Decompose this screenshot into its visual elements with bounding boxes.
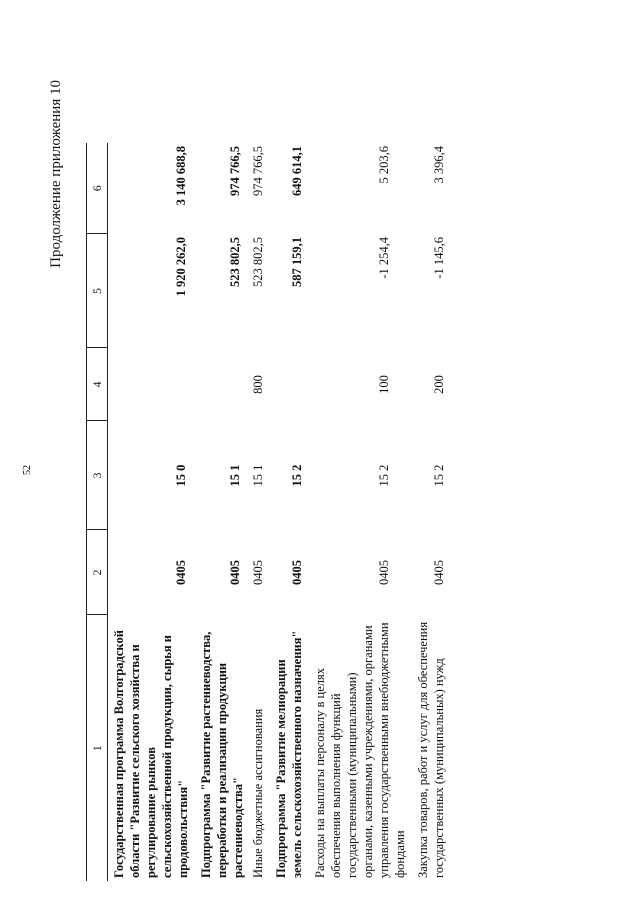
row-name: Подпрограмма "Развитие мелиорации земель сельскохозяйственного назначения" [274, 630, 304, 878]
row-code: 0405 [174, 560, 188, 585]
table-row [108, 143, 195, 881]
table-row [249, 143, 269, 881]
row-type: 200 [432, 375, 446, 394]
row-target: 15 2 [377, 464, 391, 487]
table-header-row [86, 143, 108, 881]
table-row [411, 143, 450, 881]
row-code: 0405 [228, 560, 242, 585]
row-change: 1 920 262,0 [174, 237, 188, 297]
row-type: 800 [251, 375, 265, 394]
row-code: 0405 [432, 560, 446, 585]
row-name: Закупка товаров, работ и услуг для обеспечения государственных (муниципальных) нужд [416, 621, 446, 878]
row-change: -1 254,4 [377, 237, 391, 279]
table-row [194, 143, 249, 881]
row-type [108, 348, 195, 421]
row-code: 0405 [377, 560, 391, 585]
page-number: 52 [22, 465, 33, 475]
col-header-1: 1 [86, 615, 108, 881]
col-header-5: 5 [86, 234, 108, 348]
table-row [308, 143, 411, 881]
row-total: 3 140 688,8 [174, 146, 188, 206]
row-name: Расходы на выплаты персоналу в целях обеспечения выполнения функций государственными (муниципальными) органами, казенными учреждениями, органами управления государственными внебюджетными фондами [313, 622, 407, 878]
row-total: 3 396,4 [432, 146, 446, 184]
row-code: 0405 [290, 560, 304, 585]
row-change: 587 159,1 [290, 237, 304, 287]
table-row [269, 143, 308, 881]
row-target: 15 2 [432, 464, 446, 487]
row-target: 15 0 [174, 464, 188, 487]
row-name: Подпрограмма "Развитие растениеводства, переработки и реализации продукции растениеводства" [199, 631, 245, 878]
col-header-4: 4 [86, 348, 108, 421]
row-name: Государственная программа Волгоградской области "Развитие сельского хозяйства и регулирование рынков сельскохозяйственной продукции, сырья и продовольствия" [112, 630, 190, 878]
row-target: 15 2 [290, 464, 304, 487]
continuation-caption: Продолжение приложения 10 [48, 80, 64, 268]
row-code: 0405 [251, 560, 265, 585]
row-type: 100 [377, 375, 391, 394]
budget-table [86, 143, 450, 881]
col-header-6: 6 [86, 143, 108, 234]
row-total: 974 766,5 [251, 146, 265, 196]
row-target: 15 1 [251, 464, 265, 487]
col-header-2: 2 [86, 530, 108, 615]
row-total: 974 766,5 [228, 146, 242, 196]
row-change: 523 802,5 [251, 237, 265, 287]
row-type [269, 348, 308, 421]
row-target: 15 1 [228, 464, 242, 487]
row-total: 5 203,6 [377, 146, 391, 184]
row-change: -1 145,6 [432, 237, 446, 279]
row-type [194, 348, 249, 421]
row-total: 649 614,1 [290, 146, 304, 196]
col-header-3: 3 [86, 421, 108, 530]
row-change: 523 802,5 [228, 237, 242, 287]
row-name: Иные бюджетные ассигнования [251, 708, 265, 878]
